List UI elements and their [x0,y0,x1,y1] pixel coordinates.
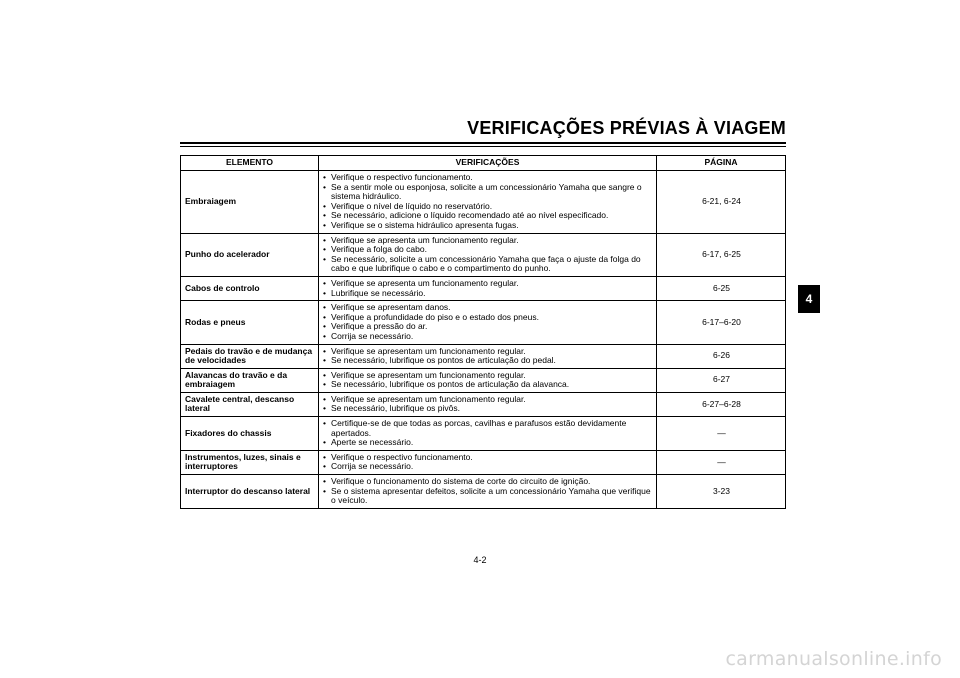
check-item: • Se necessário, lubrifique os pontos de articulação da alavanca. [323,380,653,390]
checks-list [323,419,653,448]
table-row [181,417,786,451]
checks-list [323,371,653,390]
watermark: carmanualsonline.info [725,648,942,670]
checks-list [323,173,653,231]
column-header-checks: VERIFICAÇÕES [319,156,657,171]
column-header-page: PÁGINA [657,156,786,171]
table-row [181,344,786,368]
check-item: • Verifique o funcionamento do sistema de corte do circuito de ignição. [323,477,653,487]
page-number: 4-2 [473,555,487,565]
checks-list [323,347,653,366]
row-checks [319,450,657,474]
row-element-name: Instrumentos, luzes, sinais e interruptores [181,450,319,474]
row-page-reference: 3-23 [657,475,786,509]
check-item: • Verifique a folga do cabo. [323,245,653,255]
check-item: • Verifique se apresentam um funcionamento regular. [323,371,653,381]
checks-list [323,279,653,298]
check-item: • Corrija se necessário. [323,462,653,472]
row-element-name: Embraiagem [181,171,319,234]
table-header-row [181,156,786,171]
checks-list [323,477,653,506]
row-page-reference: 6-27 [657,368,786,392]
check-item: • Se a sentir mole ou esponjosa, solicite a um concessionário Yamaha que sangre o sistema hidráulico. [323,183,653,202]
row-page-reference: 6-25 [657,276,786,300]
checks-list [323,395,653,414]
check-item: • Verifique o respectivo funcionamento. [323,173,653,183]
check-item: • Se necessário, lubrifique os pivôs. [323,404,653,414]
check-item: • Verifique a pressão do ar. [323,322,653,332]
row-element-name: Rodas e pneus [181,301,319,344]
check-item: • Verifique o respectivo funcionamento. [323,453,653,463]
check-item: • Verifique se apresentam um funcionamento regular. [323,347,653,357]
check-item: • Certifique-se de que todas as porcas, cavilhas e parafusos estão devidamente apertados. [323,419,653,438]
check-item: • Verifique se o sistema hidráulico apresenta fugas. [323,221,653,231]
row-element-name: Cavalete central, descanso lateral [181,392,319,416]
row-page-reference: — [657,450,786,474]
page-title: VERIFICAÇÕES PRÉVIAS À VIAGEM [467,118,786,138]
check-item: • Se necessário, solicite a um concessionário Yamaha que faça o ajuste da folga do cabo e que lubrifique o cabo e o compartimento do punho. [323,255,653,274]
row-element-name: Alavancas do travão e da embraiagem [181,368,319,392]
row-page-reference: 6-26 [657,344,786,368]
table-row [181,368,786,392]
check-item: • Se o sistema apresentar defeitos, solicite a um concessionário Yamaha que verifique o veículo. [323,487,653,506]
check-item: • Lubrifique se necessário. [323,289,653,299]
table-row [181,233,786,276]
row-checks [319,417,657,451]
row-page-reference: 6-17, 6-25 [657,233,786,276]
row-checks [319,301,657,344]
check-item: • Verifique se apresenta um funcionamento regular. [323,236,653,246]
row-checks [319,368,657,392]
row-element-name: Punho do acelerador [181,233,319,276]
column-header-element: ELEMENTO [181,156,319,171]
table-row [181,450,786,474]
pre-operation-checks-table [180,155,786,509]
row-checks [319,344,657,368]
check-item: • Verifique se apresentam um funcionamento regular. [323,395,653,405]
check-item: • Verifique a profundidade do piso e o estado dos pneus. [323,313,653,323]
row-page-reference: 6-27–6-28 [657,392,786,416]
row-element-name: Fixadores do chassis [181,417,319,451]
row-checks [319,171,657,234]
row-checks [319,233,657,276]
table-row [181,171,786,234]
row-page-reference: — [657,417,786,451]
row-element-name: Pedais do travão e de mudança de velocidades [181,344,319,368]
table-row [181,475,786,509]
chapter-tab: 4 [798,285,820,313]
row-page-reference: 6-21, 6-24 [657,171,786,234]
row-checks [319,276,657,300]
check-item: • Se necessário, adicione o líquido recomendado até ao nível especificado. [323,211,653,221]
check-item: • Verifique se apresenta um funcionamento regular. [323,279,653,289]
row-element-name: Cabos de controlo [181,276,319,300]
check-item: • Verifique se apresentam danos. [323,303,653,313]
table-row [181,276,786,300]
checks-list [323,453,653,472]
row-checks [319,392,657,416]
row-element-name: Interruptor do descanso lateral [181,475,319,509]
table-row [181,392,786,416]
title-rule [180,142,786,144]
checks-list [323,303,653,341]
row-page-reference: 6-17–6-20 [657,301,786,344]
table-row [181,301,786,344]
row-checks [319,475,657,509]
checks-list [323,236,653,274]
check-item: • Corrija se necessário. [323,332,653,342]
check-item: • Verifique o nível de líquido no reservatório. [323,202,653,212]
check-item: • Aperte se necessário. [323,438,653,448]
check-item: • Se necessário, lubrifique os pontos de articulação do pedal. [323,356,653,366]
title-rule-thin [180,146,786,147]
